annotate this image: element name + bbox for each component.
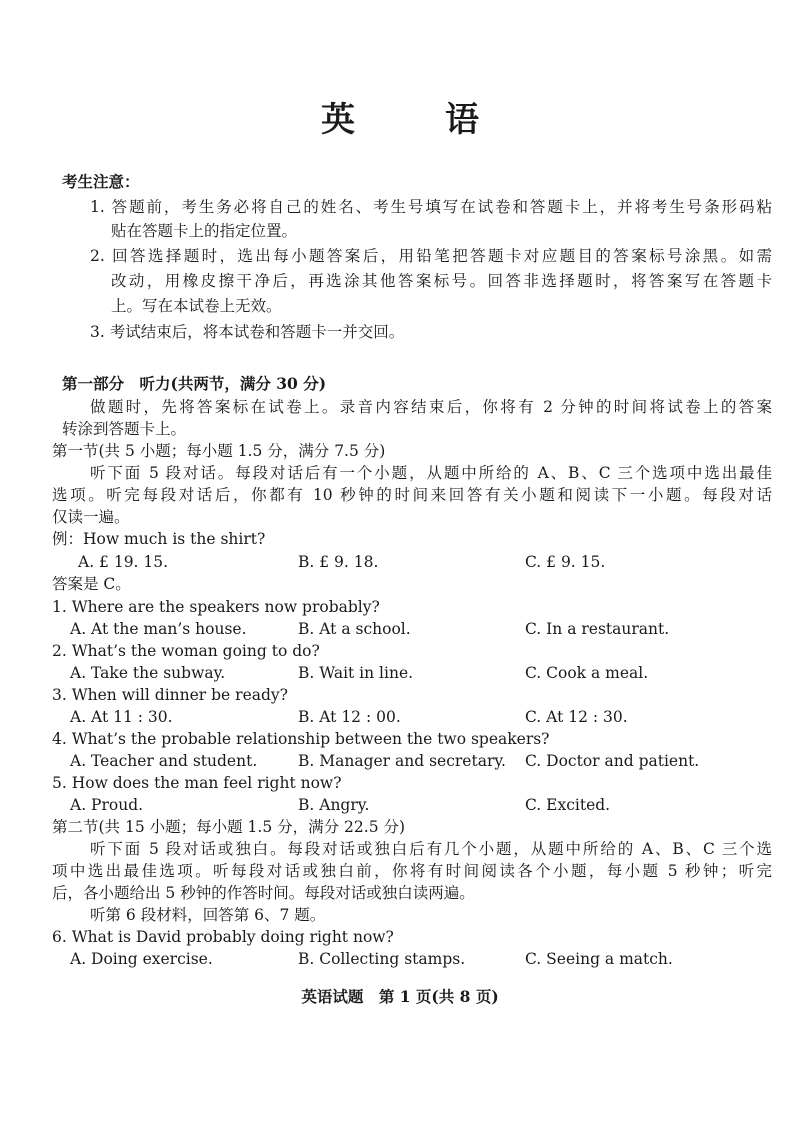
question-3-option-a: A. At 11 : 30.	[70, 708, 173, 726]
question-3: 3. When will dinner be ready?	[52, 686, 288, 704]
section2-intro-line-3: 后，各小题给出 5 秒钟的作答时间。每段对话或独白读两遍。	[52, 884, 475, 902]
question-4-option-a: A. Teacher and student.	[70, 752, 258, 770]
question-6: 6. What is David probably doing right now?	[52, 928, 394, 946]
part1-intro-line-2: 转涂到答题卡上。	[62, 420, 187, 438]
notice-item-2-line-2: 改动，用橡皮擦干净后，再选涂其他答案标号。回答非选择题时，将答案写在答题卡	[111, 272, 772, 290]
question-1-option-a: A. At the man’s house.	[70, 620, 247, 638]
question-4-option-b: B. Manager and secretary.	[298, 752, 506, 770]
part1-heading: 第一部分 听力(共两节，满分 30 分)	[62, 374, 327, 393]
example-option-b: B. £ 9. 18.	[298, 553, 379, 571]
question-5-option-a: A. Proud.	[70, 796, 144, 814]
example-option-c: C. £ 9. 15.	[525, 553, 606, 571]
example-question: 例：How much is the shirt?	[52, 530, 266, 548]
question-4-option-c: C. Doctor and patient.	[525, 752, 700, 770]
example-answer: 答案是 C。	[52, 575, 131, 593]
section1-intro-line-2: 选项。听完每段对话后，你都有 10 秒钟的时间来回答有关小题和阅读下一小题。每段对话	[52, 486, 772, 504]
notice-item-2-line-1: 2. 回答选择题时，选出每小题答案后，用铅笔把答题卡对应题目的答案标号涂黑。如需	[90, 247, 772, 265]
question-4: 4. What’s the probable relationship between the two speakers?	[52, 730, 550, 748]
question-1-option-c: C. In a restaurant.	[525, 620, 670, 638]
question-6-option-c: C. Seeing a match.	[525, 950, 673, 968]
section1-intro-line-3: 仅读一遍。	[52, 508, 130, 526]
question-5-option-b: B. Angry.	[298, 796, 370, 814]
section1-heading: 第一节(共 5 小题；每小题 1.5 分，满分 7.5 分)	[52, 442, 386, 460]
page-title: 英 语	[321, 100, 507, 140]
notice-item-1-line-2: 贴在答题卡上的指定位置。	[111, 222, 298, 240]
section2-material: 听第 6 段材料，回答第 6、7 题。	[90, 906, 326, 924]
section2-intro-line-2: 项中选出最佳选项。听每段对话或独白前，你将有时间阅读各个小题，每小题 5 秒钟；听完	[52, 862, 772, 880]
notice-heading: 考生注意：	[62, 172, 140, 191]
question-3-option-b: B. At 12 : 00.	[298, 708, 401, 726]
question-6-option-a: A. Doing exercise.	[70, 950, 213, 968]
part1-intro-line-1: 做题时，先将答案标在试卷上。录音内容结束后，你将有 2 分钟的时间将试卷上的答案	[90, 398, 772, 416]
question-5-option-c: C. Excited.	[525, 796, 611, 814]
example-option-a: A. £ 19. 15.	[78, 553, 169, 571]
section1-intro-line-1: 听下面 5 段对话。每段对话后有一个小题，从题中所给的 A、B、C 三个选项中选出最佳	[90, 464, 772, 482]
question-2-option-a: A. Take the subway.	[70, 664, 226, 682]
question-2-option-c: C. Cook a meal.	[525, 664, 649, 682]
section2-intro-line-1: 听下面 5 段对话或独白。每段对话或独白后有几个小题，从题中所给的 A、B、C 三个选	[90, 840, 772, 858]
page-footer: 英语试题 第 1 页(共 8 页)	[301, 987, 499, 1006]
question-1-option-b: B. At a school.	[298, 620, 411, 638]
notice-item-2-line-3: 上。写在本试卷上无效。	[111, 297, 282, 315]
question-2-option-b: B. Wait in line.	[298, 664, 414, 682]
question-1: 1. Where are the speakers now probably?	[52, 598, 380, 616]
notice-item-1-line-1: 1. 答题前，考生务必将自己的姓名、考生号填写在试卷和答题卡上，并将考生号条形码粘	[90, 198, 772, 216]
question-3-option-c: C. At 12 : 30.	[525, 708, 628, 726]
question-2: 2. What’s the woman going to do?	[52, 642, 320, 660]
question-6-option-b: B. Collecting stamps.	[298, 950, 466, 968]
notice-item-3: 3. 考试结束后，将本试卷和答题卡一并交回。	[90, 323, 405, 341]
question-5: 5. How does the man feel right now?	[52, 774, 342, 792]
section2-heading: 第二节(共 15 小题；每小题 1.5 分，满分 22.5 分)	[52, 818, 406, 836]
